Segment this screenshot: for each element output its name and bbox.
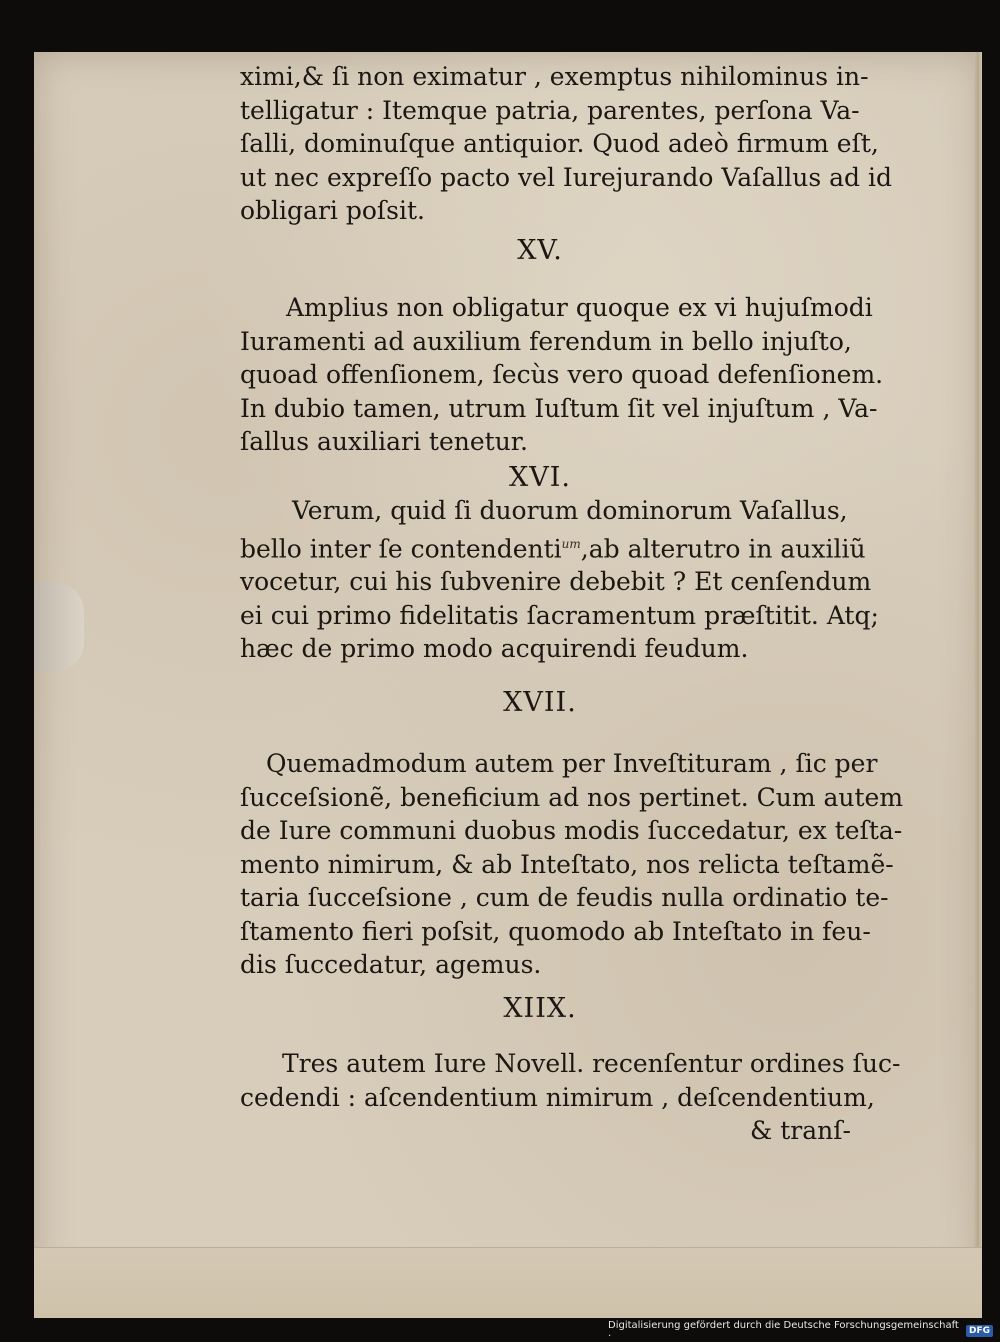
section-heading-xiix: XIIX. [503,992,577,1024]
credit-text: Digitalisierung gefördert durch die Deutsche Forschungsgemeinschaft · [608,1320,959,1342]
text-line: de Iure communi duobus modis ſuccedatur, ex teſta- [240,816,903,846]
text-line-with-correction [240,528,866,566]
text-line: obligari poſsit. [240,196,425,225]
text-line: Verum, quid ſi duorum dominorum Vaſallus, [292,496,848,525]
section-heading-xvi: XVI. [509,461,571,493]
text-line: ſallus auxiliari tenetur. [240,427,528,456]
text-line: taria ſucceſsione , cum de feudis nulla ordinatio te- [240,883,889,913]
text-line: quoad offenſionem, ſecùs vero quoad defenſionem. [240,360,884,389]
text-line: ei cui primo fidelitatis ſacramentum præſtitit. Atq; [240,600,879,630]
text-line: In dubio tamen, utrum Iuſtum ſit vel injuſtum , Va- [240,393,878,423]
text-line: hæc de primo modo acquirendi feudum. [240,634,749,664]
text-line: cedendi : aſcendentium nimirum , deſcendentium, [240,1082,875,1112]
text-line: Amplius non obligatur quoque ex vi hujuſmodi [286,293,873,322]
text-line: ſtamento fieri poſsit, quomodo ab Inteſtato in feu- [240,916,871,946]
text-line: ut nec expreſſo pacto vel Iurejurando Vaſallus ad id [240,162,892,192]
handwritten-correction: um [561,536,581,551]
text-line: Tres autem Iure Novell. recenſentur ordines ſuc- [282,1049,901,1079]
text-fragment: bello inter ſe contendenti [240,533,562,563]
text-line: Quemadmodum autem per Inveſtituram , ſic per [266,749,878,779]
text-line: mento nimirum, & ab Inteſtato, nos relicta teſtamẽ- [240,849,894,879]
page-bottom-edge [34,1247,982,1318]
text-line: ſucceſsionẽ, beneficium ad nos pertinet. Cum autem [240,782,904,812]
page-text-block [240,60,904,1148]
dfg-logo-icon: DFG [966,1325,993,1337]
page-gutter-fold [974,52,982,1317]
text-line: ſalli, dominuſque antiquior. Quod adeò firmum eſt, [240,129,879,158]
section-heading-xv: XV. [517,234,563,266]
paper-clip-tab [34,582,84,672]
text-line: vocetur, cui his ſubvenire debebit ? Et cenſendum [240,567,872,597]
text-fragment: ,ab alterutro in auxiliũ [580,533,866,563]
scanned-page [34,52,982,1317]
digitization-credit [608,1322,993,1340]
text-line: Iuramenti ad auxilium ferendum in bello injuſto, [240,326,852,356]
section-heading-xvii: XVII. [503,686,577,718]
text-line: telligatur : Itemque patria, parentes, perſona Va- [240,95,860,125]
text-line: ximi,& ſi non eximatur , exemptus nihilominus in- [240,62,869,91]
catchword: & tranſ- [750,1116,851,1146]
text-line: dis ſuccedatur, agemus. [240,950,542,980]
